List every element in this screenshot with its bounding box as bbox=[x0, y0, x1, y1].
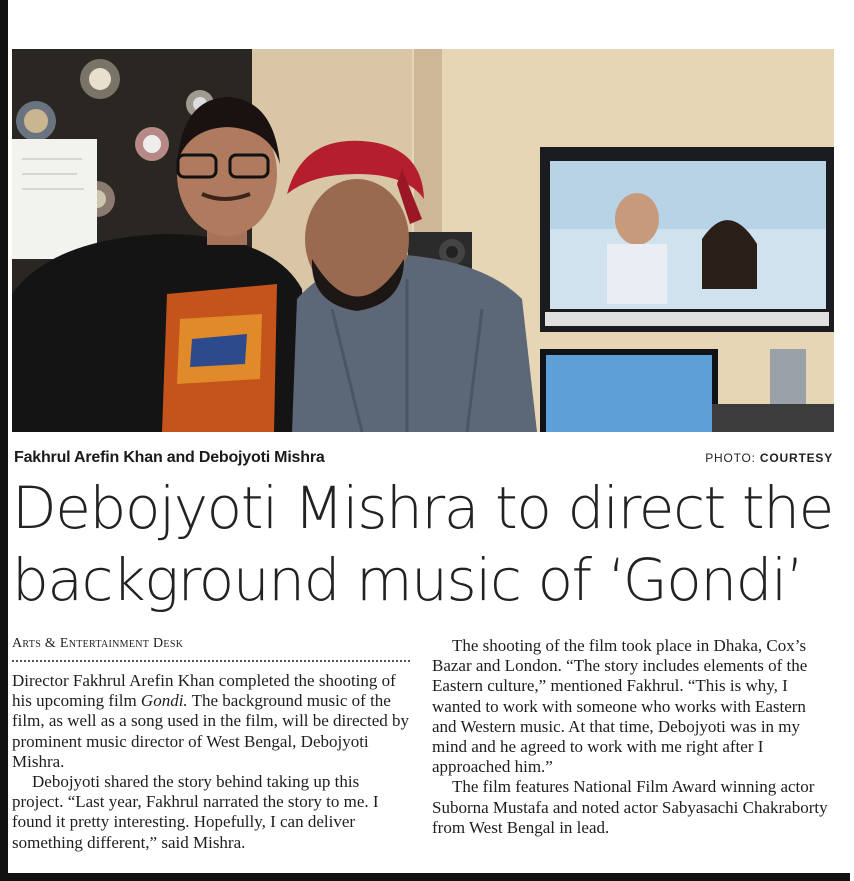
headline-line-1: Debojyoti Mishra to direct the bbox=[12, 474, 833, 542]
byline-divider bbox=[12, 660, 410, 662]
article-paragraph-1 bbox=[12, 671, 412, 772]
byline-desk: Arts & Entertainment Desk bbox=[12, 636, 184, 651]
page-edge-right bbox=[850, 0, 854, 881]
article-photo bbox=[12, 49, 834, 432]
article-headline bbox=[12, 472, 848, 616]
page-edge-bottom bbox=[0, 873, 854, 881]
headline-line-2: background music of ‘Gondi’ bbox=[12, 546, 803, 614]
photo-caption: Fakhrul Arefin Khan and Debojyoti Mishra bbox=[14, 449, 325, 466]
p1-text-end: The background music of the film, as well as a song used in the film, will be directed by prominent music director of West Bengal, Debojyoti Mishra. bbox=[12, 691, 410, 771]
article-paragraph-2: Debojyoti shared the story behind taking up this project. “Last year, Fakhrul narrated the story to me. I found it pretty interesting. Hopefully, I can deliver something different,” said Mishra. bbox=[12, 772, 379, 852]
p1-text-start: Director Fakhrul Arefin Khan completed the shooting of his upcoming film bbox=[12, 671, 396, 711]
article-paragraph-4: The film features National Film Award winning actor Suborna Mustafa and noted actor Sabyasachi Chakraborty from West Bengal in lead. bbox=[432, 777, 828, 837]
article-column-right bbox=[432, 636, 832, 838]
film-title: Gondi. bbox=[140, 691, 188, 711]
photo-illustration bbox=[12, 49, 834, 432]
article-column-left bbox=[12, 671, 412, 853]
article-paragraph-3: The shooting of the film took place in Dhaka, Cox’s Bazar and London. “The story includes elements of the Eastern culture,” mentioned Fakhrul. “This is why, I wanted to work with someone who works with Eastern and Western music. At that time, Debojyoti was in my mind and he agreed to work with me right after I approached him.” bbox=[432, 636, 808, 777]
page-edge-left bbox=[0, 0, 8, 881]
photo-credit bbox=[705, 451, 833, 465]
photo-credit-value: COURTESY bbox=[759, 451, 833, 465]
photo-credit-label: PHOTO: bbox=[705, 451, 756, 465]
